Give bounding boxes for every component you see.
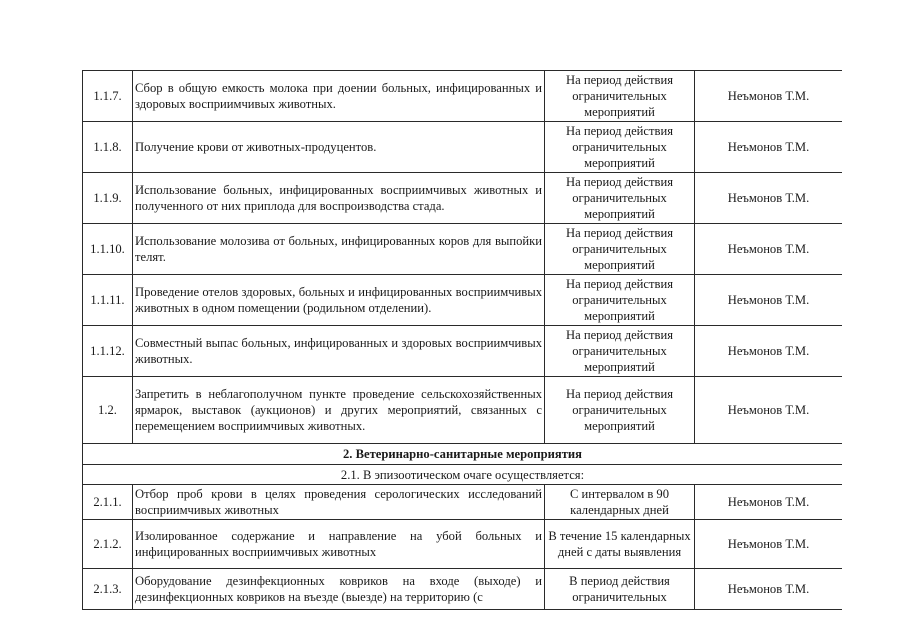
measure-term: На период действия ограничительных мероприятий <box>545 275 695 326</box>
responsible-person: Неъмонов Т.М. <box>695 377 843 444</box>
responsible-person: Неъмонов Т.М. <box>695 275 843 326</box>
section-heading: 2. Ветеринарно-санитарные мероприятия <box>83 444 843 465</box>
responsible-person: Неъмонов Т.М. <box>695 71 843 122</box>
table-row <box>83 377 843 444</box>
table-row <box>83 71 843 122</box>
measure-description: Отбор проб крови в целях проведения серологических исследований восприимчивых животных <box>133 485 545 520</box>
row-number: 1.2. <box>83 377 133 444</box>
document-page <box>82 70 842 640</box>
responsible-person: Неъмонов Т.М. <box>695 173 843 224</box>
measures-table <box>82 70 842 610</box>
table-row <box>83 122 843 173</box>
measure-description: Проведение отелов здоровых, больных и инфицированных восприимчивых животных в одном помещении (родильном отделении). <box>133 275 545 326</box>
row-number: 1.1.9. <box>83 173 133 224</box>
responsible-person: Неъмонов Т.М. <box>695 122 843 173</box>
measure-description: Запретить в неблагополучном пункте проведение сельскохозяйственных ярмарок, выставок (аукционов) и других мероприятий, связанных с перемещением восприимчивых животных. <box>133 377 545 444</box>
row-number: 1.1.7. <box>83 71 133 122</box>
subsection-heading: 2.1. В эпизоотическом очаге осуществляется: <box>83 465 843 485</box>
measure-term: С интервалом в 90 календарных дней <box>545 485 695 520</box>
responsible-person: Неъмонов Т.М. <box>695 485 843 520</box>
table-row <box>83 485 843 520</box>
row-number: 1.1.8. <box>83 122 133 173</box>
table-row <box>83 224 843 275</box>
responsible-person: Неъмонов Т.М. <box>695 326 843 377</box>
table-row <box>83 326 843 377</box>
section-heading-row <box>83 444 843 465</box>
row-number: 2.1.1. <box>83 485 133 520</box>
table-row <box>83 275 843 326</box>
measure-description: Оборудование дезинфекционных ковриков на входе (выходе) и дезинфекционных ковриков на въезде (выезде) на территорию (с <box>133 569 545 610</box>
table-row <box>83 173 843 224</box>
responsible-person: Неъмонов Т.М. <box>695 569 843 610</box>
measure-term: В период действия ограничительных <box>545 569 695 610</box>
row-number: 2.1.2. <box>83 520 133 569</box>
table-row <box>83 520 843 569</box>
measure-term: На период действия ограничительных мероприятий <box>545 122 695 173</box>
row-number: 1.1.10. <box>83 224 133 275</box>
row-number: 1.1.11. <box>83 275 133 326</box>
measure-term: На период действия ограничительных мероприятий <box>545 377 695 444</box>
row-number: 2.1.3. <box>83 569 133 610</box>
table-row <box>83 569 843 610</box>
measure-term: На период действия ограничительных мероприятий <box>545 326 695 377</box>
measure-term: В течение 15 календарных дней с даты выявления <box>545 520 695 569</box>
measure-description: Использование молозива от больных, инфицированных коров для выпойки телят. <box>133 224 545 275</box>
responsible-person: Неъмонов Т.М. <box>695 520 843 569</box>
measure-description: Сбор в общую емкость молока при доении больных, инфицированных и здоровых восприимчивых животных. <box>133 71 545 122</box>
subsection-heading-row <box>83 465 843 485</box>
measure-description: Получение крови от животных-продуцентов. <box>133 122 545 173</box>
measure-term: На период действия ограничительных мероприятий <box>545 224 695 275</box>
measure-term: На период действия ограничительных мероприятий <box>545 173 695 224</box>
measure-term: На период действия ограничительных мероприятий <box>545 71 695 122</box>
measure-description: Совместный выпас больных, инфицированных и здоровых восприимчивых животных. <box>133 326 545 377</box>
row-number: 1.1.12. <box>83 326 133 377</box>
measure-description: Использование больных, инфицированных восприимчивых животных и полученного от них приплода для воспроизводства стада. <box>133 173 545 224</box>
measure-description: Изолированное содержание и направление на убой больных и инфицированных восприимчивых животных <box>133 520 545 569</box>
responsible-person: Неъмонов Т.М. <box>695 224 843 275</box>
